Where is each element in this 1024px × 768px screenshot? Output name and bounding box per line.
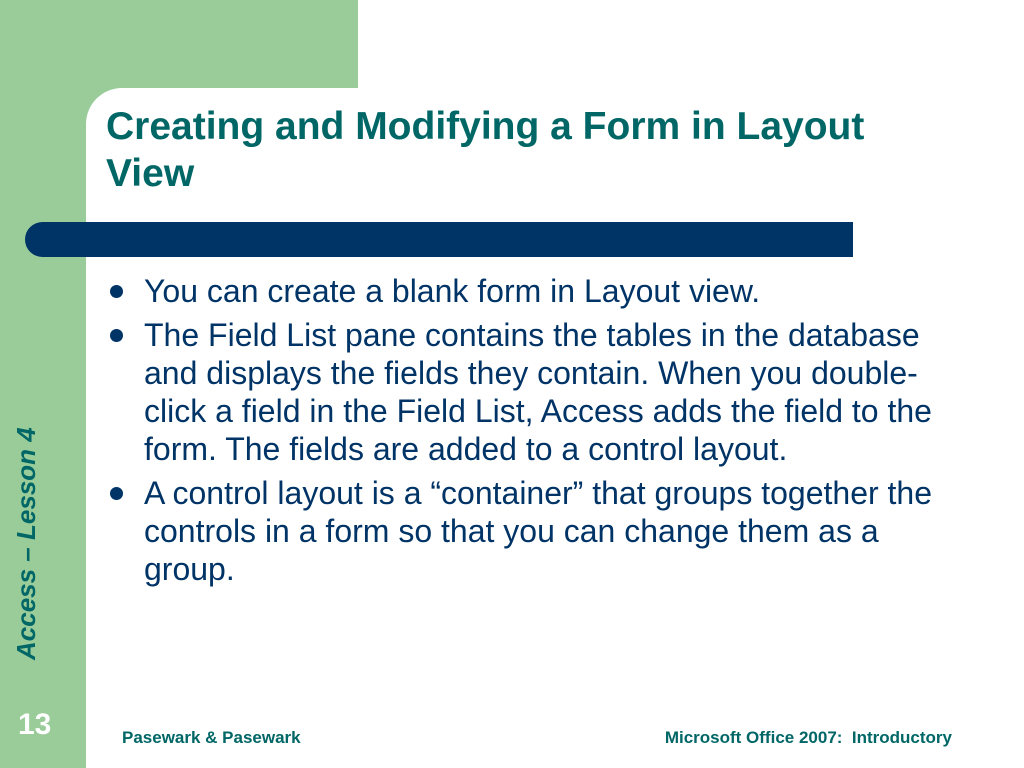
slide-title: Creating and Modifying a Form in Layout View	[106, 105, 865, 195]
bullet-text: You can create a blank form in Layout view.	[144, 273, 761, 309]
title-divider-bar	[25, 222, 853, 257]
bullet-item	[104, 474, 964, 588]
bullet-list	[104, 272, 964, 594]
slide-number: 13	[18, 708, 52, 741]
side-lesson-label: Access – Lesson 4	[11, 427, 41, 660]
bullet-icon	[110, 487, 123, 500]
bullet-text: The Field List pane contains the tables in the database and displays the fields they contain. When you double-click a field in the Field List, Access adds the field to the form. The fields are added to a control layout.	[144, 317, 932, 467]
footer-author: Pasewark & Pasewark	[122, 728, 301, 747]
bullet-icon	[110, 329, 123, 342]
footer-course: Microsoft Office 2007: Introductory	[664, 728, 952, 747]
bullet-item	[104, 316, 964, 468]
bullet-item	[104, 272, 964, 310]
bullet-icon	[110, 285, 123, 298]
bullet-text: A control layout is a “container” that groups together the controls in a form so that you can change them as a group.	[144, 475, 933, 587]
